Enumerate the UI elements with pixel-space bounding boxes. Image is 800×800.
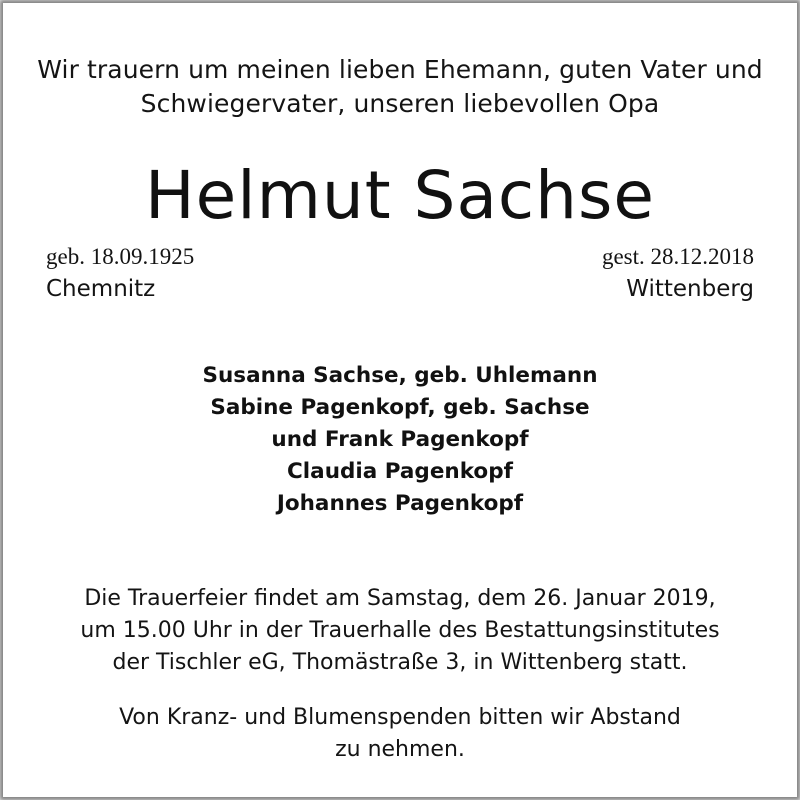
mourners-list — [3, 360, 797, 520]
birth-date: geb. 18.09.1925 — [46, 244, 195, 269]
service-line-1: Die Trauerfeier findet am Samstag, dem 26. Januar 2019, — [84, 586, 716, 611]
intro-line-1: Wir trauern um meinen lieben Ehemann, guten Vater und — [37, 55, 763, 84]
birth-place: Chemnitz — [46, 276, 156, 302]
mourner-name: Claudia Pagenkopf — [287, 459, 513, 484]
deceased-name: Helmut Sachse — [145, 157, 655, 234]
flowers-request — [3, 702, 797, 766]
mourner-name: Johannes Pagenkopf — [276, 491, 524, 516]
funeral-service-info — [3, 583, 797, 679]
mourner-name: und Frank Pagenkopf — [271, 427, 529, 452]
death-date: gest. 28.12.2018 — [601, 244, 754, 269]
flowers-line-1: Von Kranz- und Blumenspenden bitten wir Abstand — [119, 705, 681, 730]
intro-line-2: Schwiegervater, unseren liebevollen Opa — [140, 89, 660, 118]
service-line-2: um 15.00 Uhr in der Trauerhalle des Bestattungsinstitutes — [80, 618, 720, 643]
obituary-notice — [3, 3, 797, 797]
service-line-3: der Tischler eG, Thomästraße 3, in Wittenberg statt. — [112, 650, 688, 675]
mourner-name: Susanna Sachse, geb. Uhlemann — [202, 363, 598, 388]
flowers-line-2: zu nehmen. — [335, 737, 465, 762]
mourner-name: Sabine Pagenkopf, geb. Sachse — [210, 395, 590, 420]
death-place: Wittenberg — [626, 276, 754, 302]
